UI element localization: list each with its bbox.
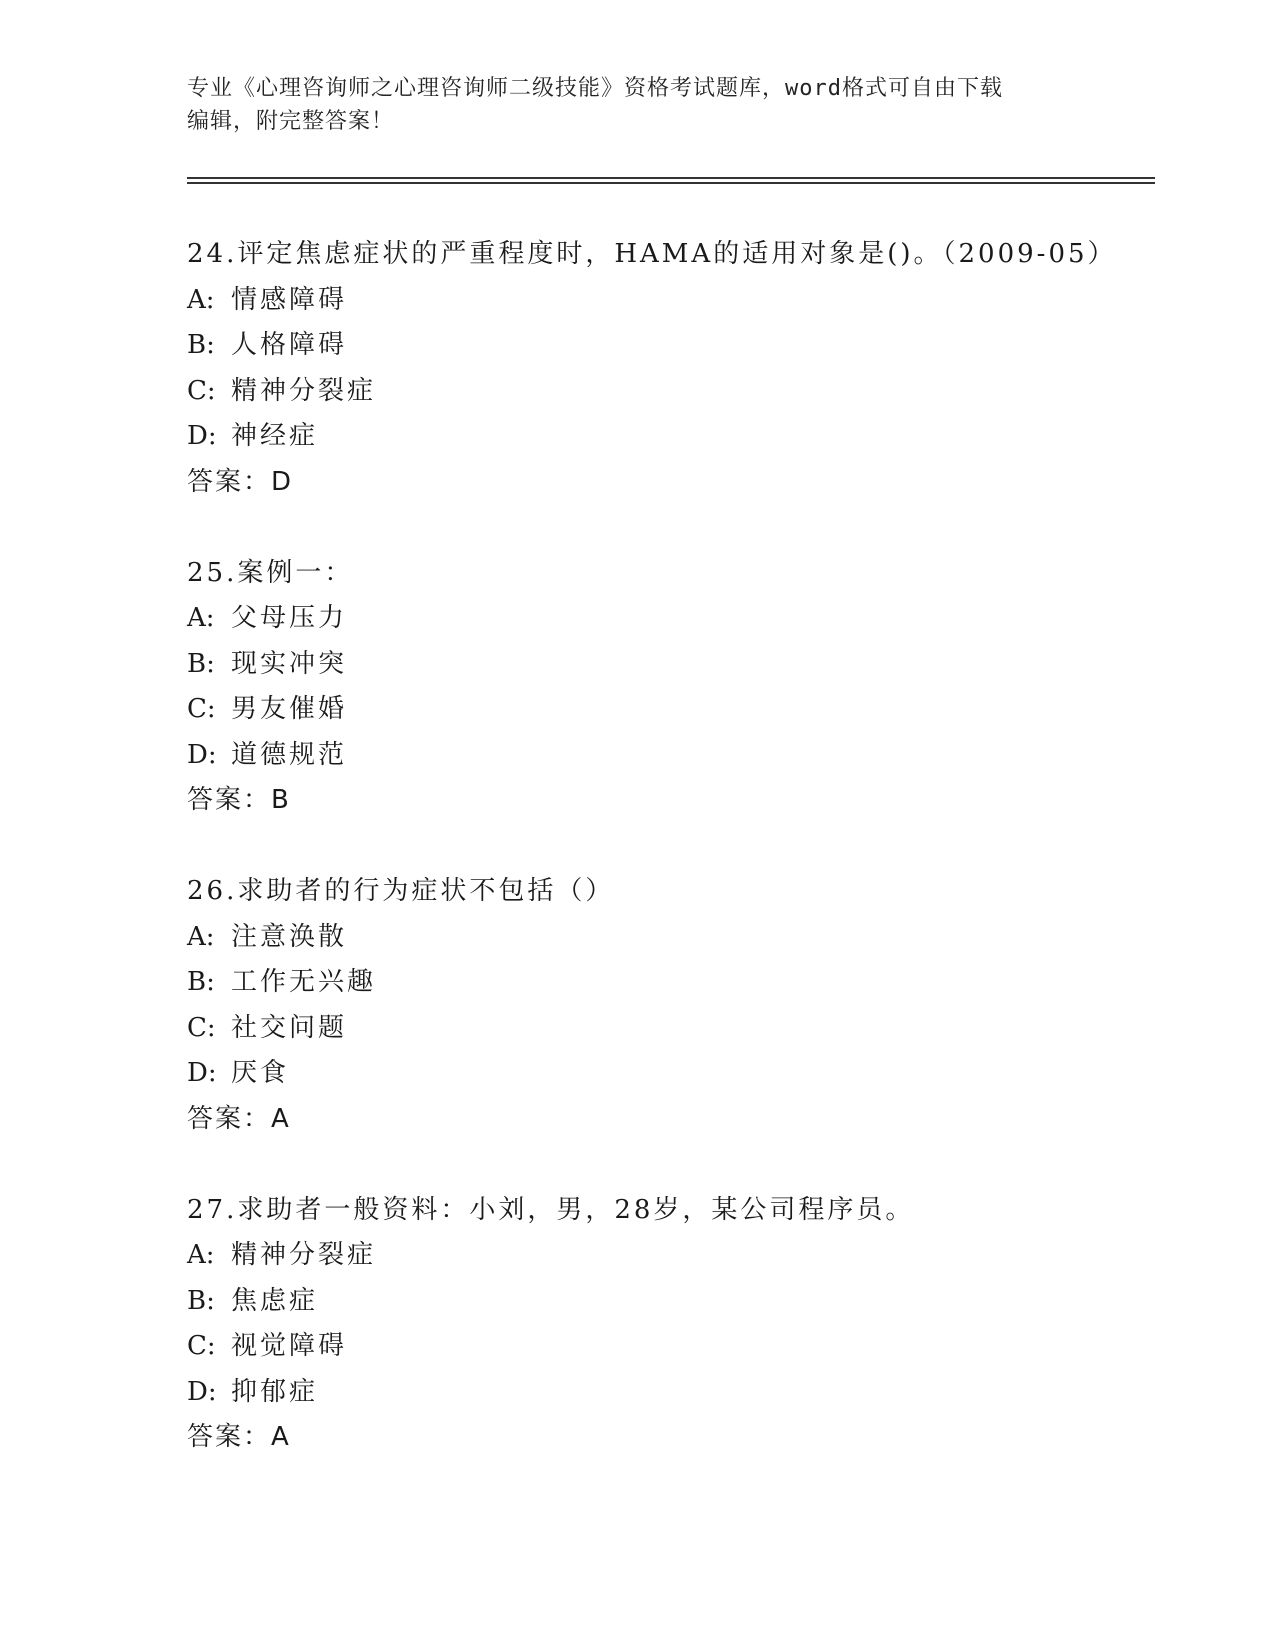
option-a: [187, 1233, 1187, 1279]
answer-label: 答案：D: [187, 466, 294, 497]
question-title: 24.评定焦虑症状的严重程度时，HAMA的适用对象是()。（2009-05）: [187, 239, 1117, 269]
option-letter: A:: [187, 921, 215, 952]
option-text: 情感障碍: [231, 284, 348, 315]
question-spacer: [187, 505, 1187, 551]
option-c: [187, 1006, 1187, 1052]
option-text: 社交问题: [231, 1012, 348, 1043]
option-text: 厌食: [231, 1058, 290, 1088]
option-d: [187, 1051, 1187, 1097]
option-text: 神经症: [231, 421, 319, 451]
option-letter: D:: [187, 1058, 217, 1088]
option-b: [187, 1279, 1187, 1325]
option-letter: B:: [187, 967, 215, 997]
answer-label: 答案：B: [187, 785, 291, 815]
option-letter: D:: [187, 1376, 217, 1407]
question-24: [187, 232, 1187, 551]
option-letter: A:: [187, 603, 215, 633]
option-letter: C:: [187, 1331, 216, 1361]
option-letter: C:: [187, 375, 216, 406]
option-b: [187, 642, 1187, 688]
option-letter: A:: [187, 284, 215, 315]
header-divider-bottom: [187, 182, 1155, 184]
answer-label: 答案：A: [187, 1422, 291, 1452]
option-text: 道德规范: [231, 739, 348, 770]
option-text: 抑郁症: [231, 1376, 319, 1407]
option-b: [187, 960, 1187, 1006]
option-c: [187, 1324, 1187, 1370]
option-text: 焦虑症: [231, 1285, 319, 1316]
document-header: [187, 72, 1067, 138]
answer-label: 答案：A: [187, 1103, 291, 1134]
option-letter: D:: [187, 421, 217, 451]
option-c: [187, 369, 1187, 415]
header-line-1: 专业《心理咨询师之心理咨询师二级技能》资格考试题库，word格式可自由下载: [187, 76, 1003, 101]
option-d: [187, 414, 1187, 460]
option-letter: A:: [187, 1240, 215, 1270]
question-25: [187, 551, 1187, 870]
option-letter: B:: [187, 330, 215, 360]
question-title: 26.求助者的行为症状不包括（）: [187, 876, 615, 906]
option-text: 注意涣散: [231, 921, 348, 952]
question-26: [187, 869, 1187, 1188]
option-c: [187, 687, 1187, 733]
option-d: [187, 1370, 1187, 1416]
option-text: 视觉障碍: [231, 1331, 348, 1361]
header-divider-top: [187, 177, 1155, 179]
question-spacer: [187, 824, 1187, 870]
option-a: [187, 915, 1187, 961]
option-a: [187, 278, 1187, 324]
option-text: 人格障碍: [231, 330, 348, 360]
question-title: 25.案例一：: [187, 557, 354, 588]
option-text: 精神分裂症: [231, 1240, 377, 1270]
question-27: [187, 1188, 1187, 1461]
option-letter: C:: [187, 1012, 216, 1043]
option-text: 精神分裂症: [231, 375, 377, 406]
option-d: [187, 733, 1187, 779]
option-text: 现实冲突: [231, 648, 348, 679]
header-line-2: 编辑，附完整答案！: [187, 109, 395, 134]
option-letter: B:: [187, 648, 215, 679]
option-text: 父母压力: [231, 603, 348, 633]
option-text: 工作无兴趣: [231, 967, 377, 997]
option-a: [187, 596, 1187, 642]
question-list: [187, 232, 1187, 1461]
question-spacer: [187, 1142, 1187, 1188]
option-letter: B:: [187, 1285, 215, 1316]
option-b: [187, 323, 1187, 369]
option-letter: C:: [187, 694, 216, 724]
option-text: 男友催婚: [231, 694, 348, 724]
option-letter: D:: [187, 739, 217, 770]
question-title: 27.求助者一般资料：小刘，男，28岁，某公司程序员。: [187, 1194, 915, 1225]
